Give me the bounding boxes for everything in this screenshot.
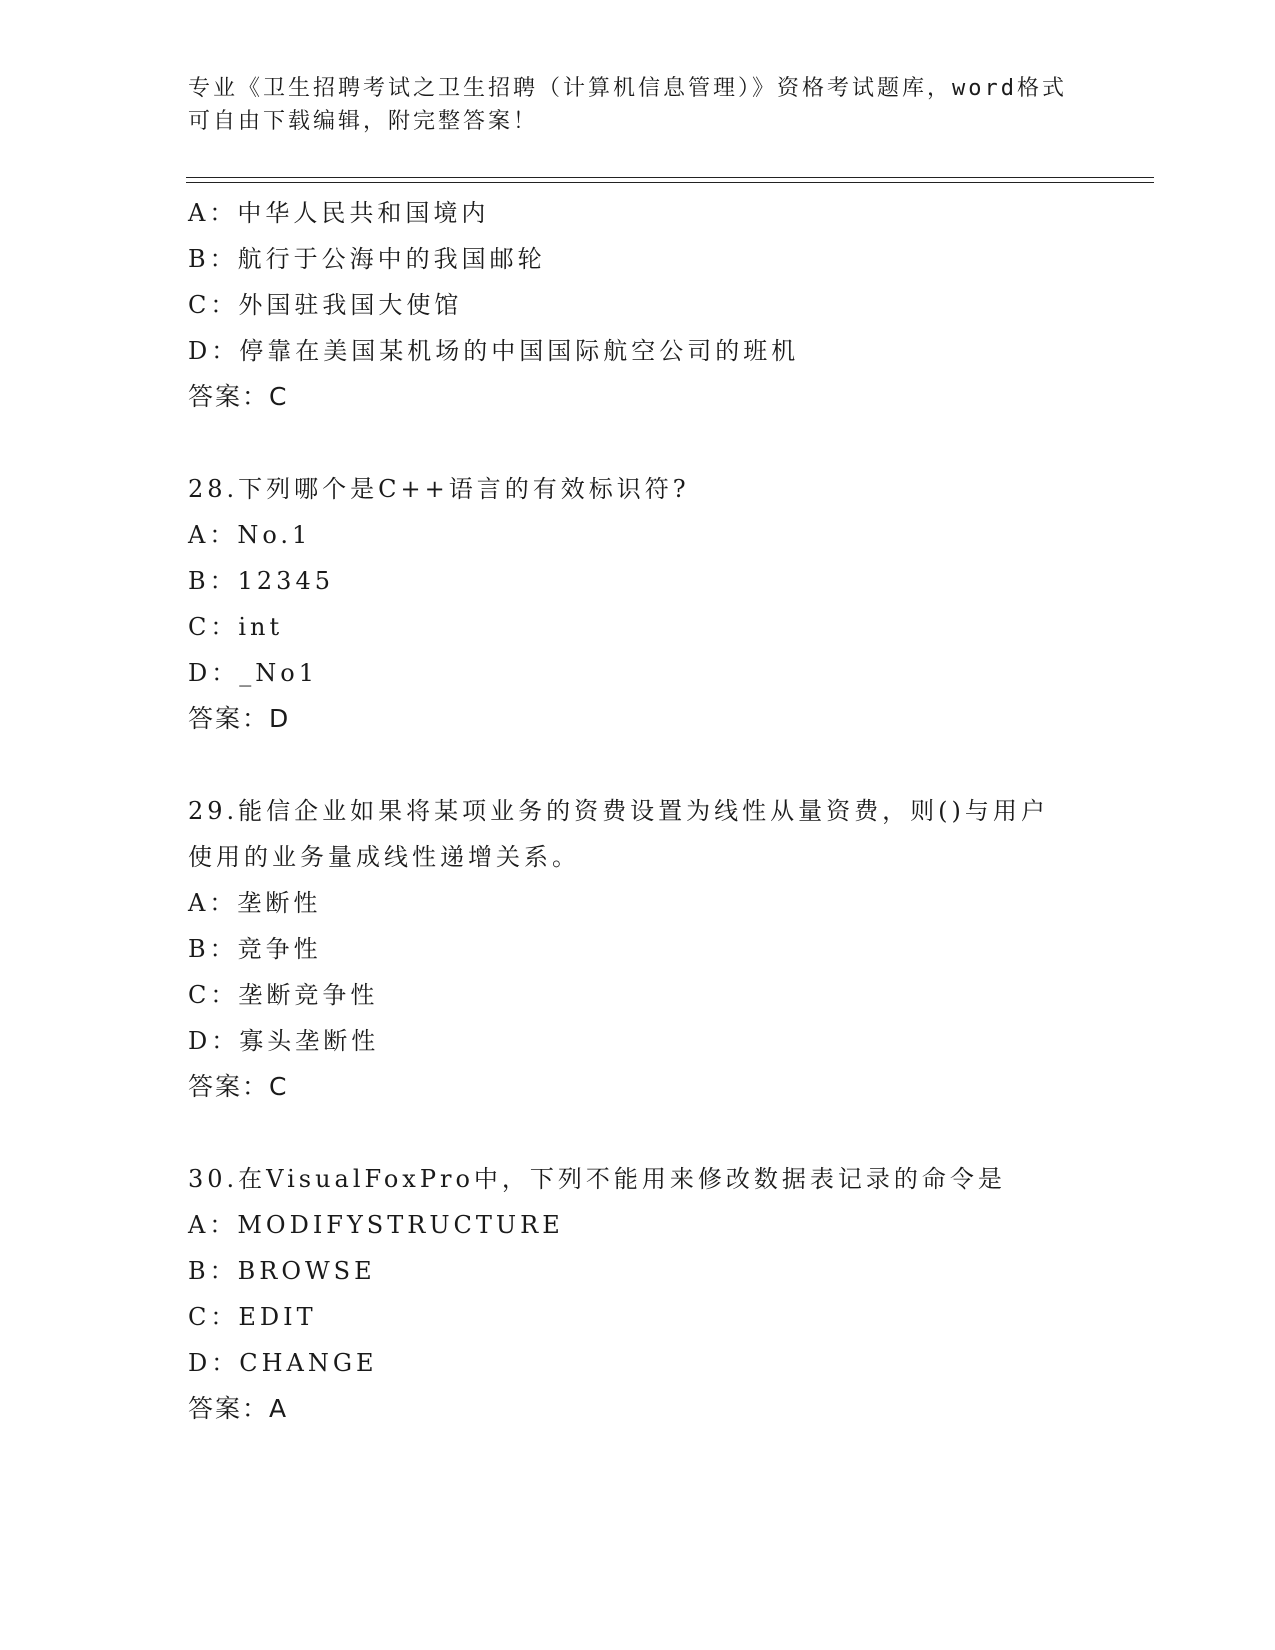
question-28: [188, 466, 1088, 742]
answer: 答案：A: [188, 1394, 289, 1423]
question-text-line-2: 使用的业务量成线性递增关系。: [188, 843, 580, 871]
header-divider-bottom: [186, 182, 1154, 183]
spacer: [188, 1110, 1088, 1156]
option-a: A：垄断性: [188, 889, 322, 917]
option-d: D：_No1: [188, 659, 318, 687]
header-line-1: 专业《卫生招聘考试之卫生招聘（计算机信息管理）》资格考试题库，word格式: [188, 76, 1067, 101]
option-d: D：停靠在美国某机场的中国国际航空公司的班机: [188, 337, 800, 365]
option-b: B：竞争性: [188, 935, 322, 963]
option-a: A：No.1: [188, 521, 312, 549]
option-a: A：MODIFYSTRUCTURE: [188, 1211, 564, 1239]
document-header: [188, 72, 1068, 138]
option-c: C：垄断竞争性: [188, 981, 379, 1009]
spacer: [188, 742, 1088, 788]
question-list: [188, 190, 1088, 1432]
question-30: [188, 1156, 1088, 1432]
header-line-2: 可自由下载编辑，附完整答案！: [188, 109, 539, 134]
question-29: [188, 788, 1088, 1110]
question-text: 30.在VisualFoxPro中，下列不能用来修改数据表记录的命令是: [188, 1165, 1006, 1193]
question-text: 28.下列哪个是C++语言的有效标识符?: [188, 475, 690, 503]
option-c: C：EDIT: [188, 1303, 317, 1331]
header-divider-top: [186, 177, 1154, 178]
option-b: B：12345: [188, 567, 334, 595]
option-b: B：航行于公海中的我国邮轮: [188, 245, 546, 273]
question-27: [188, 190, 1088, 420]
answer: 答案：C: [188, 382, 289, 411]
option-c: C：外国驻我国大使馆: [188, 291, 463, 319]
option-c: C：int: [188, 613, 284, 641]
option-b: B：BROWSE: [188, 1257, 376, 1285]
question-text-line-1: 29.能信企业如果将某项业务的资费设置为线性从量资费，则()与用户: [188, 797, 1049, 825]
option-d: D：CHANGE: [188, 1349, 378, 1377]
option-a: A：中华人民共和国境内: [188, 199, 490, 227]
option-d: D：寡头垄断性: [188, 1027, 380, 1055]
answer: 答案：D: [188, 704, 291, 733]
answer: 答案：C: [188, 1072, 289, 1101]
spacer: [188, 420, 1088, 466]
